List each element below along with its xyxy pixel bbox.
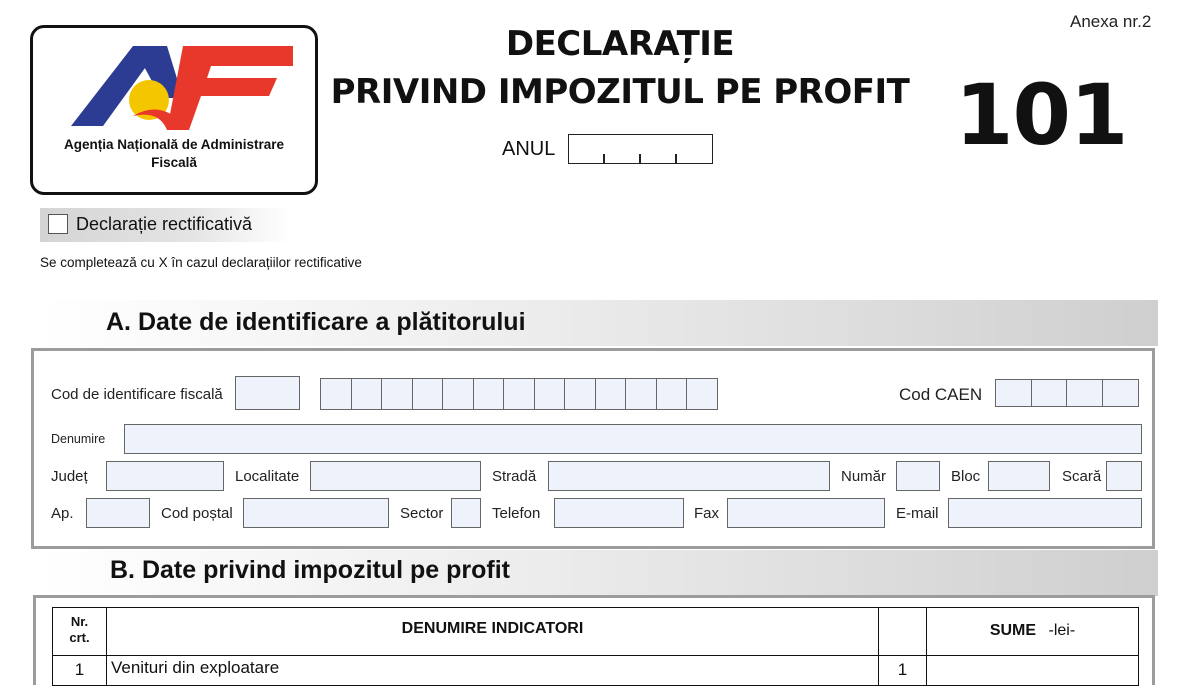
section-a-header [40, 300, 1158, 346]
cif-digit-cell[interactable] [442, 378, 474, 410]
cif-digit-cell[interactable] [564, 378, 596, 410]
caen-cells [995, 379, 1137, 407]
sector-label: Sector [400, 505, 444, 522]
locality-field[interactable] [310, 461, 481, 491]
cif-digit-cell[interactable] [412, 378, 444, 410]
email-label: E-mail [896, 505, 939, 522]
caen-digit-cell[interactable] [1031, 379, 1068, 407]
postal-code-label: Cod poștal [161, 505, 233, 522]
fax-field[interactable] [727, 498, 885, 528]
street-label: Stradă [492, 468, 537, 485]
caen-label: Cod CAEN [899, 385, 983, 404]
col-sums-unit: -lei- [1048, 622, 1076, 639]
name-label: Denumire [51, 432, 106, 446]
county-field[interactable] [106, 461, 224, 491]
col-nr-line2: crt. [69, 630, 90, 645]
agency-name-line1: Agenția Națională de Administrare [63, 137, 285, 152]
staircase-field[interactable] [1106, 461, 1142, 491]
sector-field[interactable] [451, 498, 481, 528]
cif-digit-cell[interactable] [595, 378, 627, 410]
block-label: Bloc [951, 468, 981, 485]
cif-prefix-field[interactable] [235, 376, 300, 410]
agency-name-line2: Fiscală [151, 155, 197, 170]
block-field[interactable] [988, 461, 1050, 491]
year-label: ANUL [502, 138, 556, 160]
fax-label: Fax [694, 505, 720, 522]
rectification-checkbox[interactable] [48, 214, 68, 234]
form-number: 101 [955, 66, 1128, 164]
number-label: Număr [841, 468, 887, 485]
col-nr-line1: Nr. [70, 614, 89, 629]
cif-digit-cell[interactable] [686, 378, 718, 410]
agency-name [33, 136, 315, 172]
caen-digit-cell[interactable] [995, 379, 1032, 407]
section-a-title: A. Date de identificare a plătitorului [106, 308, 526, 336]
section-b-header [40, 550, 1158, 596]
cif-digit-cell[interactable] [351, 378, 383, 410]
cif-digit-cell[interactable] [534, 378, 566, 410]
row-nr: 1 [53, 656, 107, 686]
year-cell-divider [675, 154, 677, 163]
table-row [53, 656, 1139, 686]
col-indicators-header: DENUMIRE INDICATORI [107, 608, 879, 656]
anaf-logo-icon [63, 38, 293, 138]
apartment-label: Ap. [51, 505, 74, 522]
rectification-note: Se completează cu X în cazul declarațiilor rectificative [40, 255, 362, 270]
form-title: DECLARAȚIE [505, 24, 735, 64]
county-label: Județ [51, 468, 88, 485]
rectification-label: Declarație rectificativă [76, 214, 253, 234]
apartment-field[interactable] [86, 498, 150, 528]
col-code-header [879, 608, 927, 656]
caen-digit-cell[interactable] [1102, 379, 1139, 407]
caen-digit-cell[interactable] [1066, 379, 1103, 407]
phone-label: Telefon [492, 505, 541, 522]
street-field[interactable] [548, 461, 830, 491]
cif-digit-cell[interactable] [320, 378, 352, 410]
locality-label: Localitate [235, 468, 300, 485]
year-cell-divider [639, 154, 641, 163]
indicators-table [52, 607, 1139, 686]
cif-digit-cell[interactable] [656, 378, 688, 410]
postal-code-field[interactable] [243, 498, 389, 528]
cif-digits [320, 378, 717, 410]
col-sums-label: SUME [989, 622, 1037, 639]
cif-label: Cod de identificare fiscală [51, 386, 223, 403]
cif-digit-cell[interactable] [473, 378, 505, 410]
year-input[interactable] [568, 134, 713, 164]
col-sums-header [927, 608, 1139, 656]
cif-digit-cell[interactable] [503, 378, 535, 410]
staircase-label: Scară [1062, 468, 1102, 485]
row-code: 1 [879, 656, 927, 686]
cif-digit-cell[interactable] [625, 378, 657, 410]
annex-label: Anexa nr.2 [1070, 12, 1152, 31]
table-header-row [53, 608, 1139, 656]
col-nr-header [53, 608, 107, 656]
phone-field[interactable] [554, 498, 684, 528]
section-b-title: B. Date privind impozitul pe profit [110, 556, 510, 584]
email-field[interactable] [948, 498, 1142, 528]
row-sum-field[interactable] [927, 656, 1139, 686]
number-field[interactable] [896, 461, 940, 491]
name-field[interactable] [124, 424, 1142, 454]
year-cell-divider [603, 154, 605, 163]
cif-digit-cell[interactable] [381, 378, 413, 410]
form-subtitle: PRIVIND IMPOZITUL PE PROFIT [330, 72, 910, 112]
row-indicator-name: Venituri din exploatare [107, 656, 879, 686]
anaf-logo [30, 25, 318, 195]
